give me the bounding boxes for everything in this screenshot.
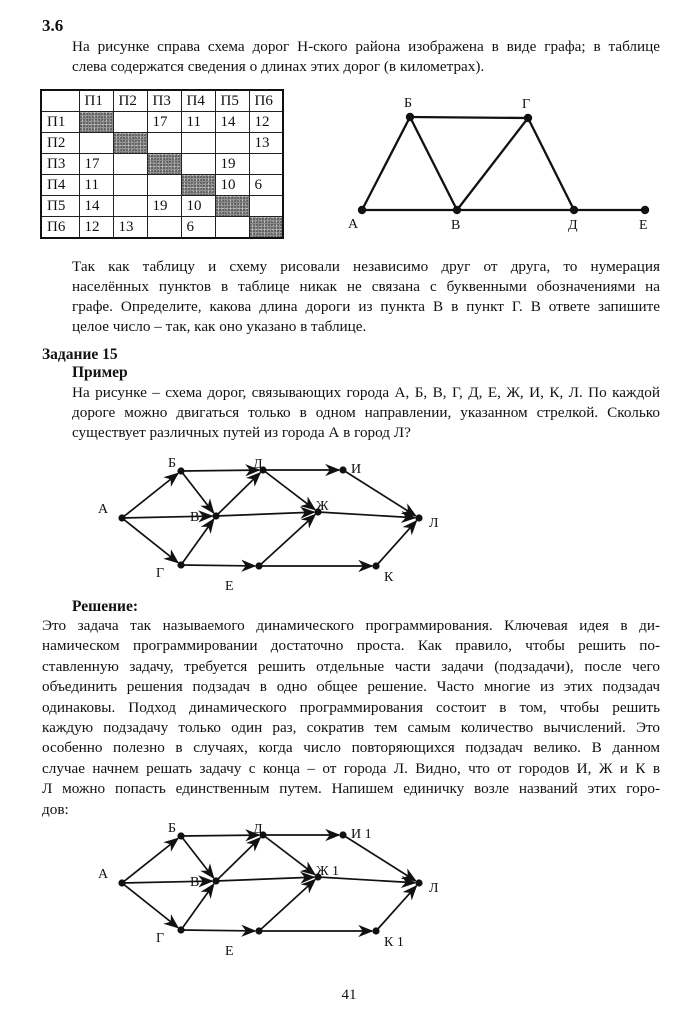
table-header-cell: П6 <box>249 90 283 112</box>
graph-node <box>524 114 532 122</box>
directed-road-edge <box>259 880 315 931</box>
directed-road-edge <box>216 473 260 516</box>
text-line: На рисунке справа схема дорог Н-ского района изображена в виде графа; в таблице <box>72 38 660 55</box>
directed-road-edge <box>181 470 259 471</box>
road-edge <box>410 117 528 118</box>
example-label: Пример <box>72 364 128 381</box>
text-line: Л можно попасть единственным путем. Напишем единичку возле названий этих горо- <box>42 780 660 798</box>
page-number: 41 <box>341 987 357 1003</box>
graph-node <box>339 466 346 473</box>
directed-road-edge <box>122 838 178 883</box>
node-label: Б <box>168 821 177 836</box>
directed-road-edge <box>122 473 178 518</box>
text-line: Так как таблицу и схему рисовали независимо друг от друга, то нумерация <box>72 258 660 275</box>
text-line: дороге можно двигаться только в одном направлении, указанном стрелкой. Сколько <box>72 404 660 421</box>
node-label: Ж 1 <box>316 864 340 879</box>
node-label: Г <box>156 931 165 946</box>
graph-node <box>372 927 379 934</box>
table-cell: 17 <box>147 112 181 133</box>
graph-node <box>177 926 184 933</box>
node-label: Ж <box>316 499 329 514</box>
graph-node <box>212 512 219 519</box>
table-cell: 12 <box>249 112 283 133</box>
graph-node <box>177 561 184 568</box>
text-line: существует различных путей из города А в город Л? <box>72 424 411 441</box>
directed-road-edge <box>318 512 415 518</box>
node-label: Г <box>522 97 531 112</box>
node-label: Б <box>404 96 413 111</box>
text-line: слева содержатся сведения о длинах этих дорог (в километрах). <box>72 58 485 75</box>
table-cell: 13 <box>113 217 147 239</box>
graph-node <box>177 832 184 839</box>
road-graph-directed <box>98 456 439 594</box>
road-edge <box>410 117 457 210</box>
node-label: Б <box>168 456 177 471</box>
road-graph-directed-annotated <box>98 821 439 959</box>
graph-node <box>177 467 184 474</box>
node-label: Л <box>429 881 439 896</box>
table-header-cell: П5 <box>215 90 249 112</box>
road-edge <box>457 118 528 210</box>
table-row-header: П1 <box>41 112 79 133</box>
road-edge <box>362 117 410 210</box>
table-cell: 6 <box>249 175 283 196</box>
directed-road-edge <box>122 518 178 563</box>
table-row-header: П2 <box>41 133 79 154</box>
node-label: К <box>384 570 394 585</box>
graph-node <box>118 514 125 521</box>
directed-road-edge <box>181 884 214 930</box>
directed-road-edge <box>259 515 315 566</box>
node-label: А <box>98 502 109 517</box>
table-header-cell: П3 <box>147 90 181 112</box>
table-cell: 10 <box>181 196 215 217</box>
text-line: ставленную задачу, требуется решить отдельные части задачи (подзадачи), после чего <box>42 657 660 675</box>
directed-road-edge <box>181 930 255 931</box>
directed-road-edge <box>216 512 314 516</box>
graph-node <box>118 879 125 886</box>
node-label: Д <box>568 218 578 233</box>
directed-road-edge <box>216 877 314 881</box>
text-line: населённых пунктов в таблице никак не связана с буквенными обозначениями на <box>72 278 660 295</box>
graph-node <box>453 206 461 214</box>
table-cell: 10 <box>215 175 249 196</box>
graph-node <box>255 562 262 569</box>
text-line: На рисунке – схема дорог, связывающих города А, Б, В, Г, Д, Е, Ж, И, К, Л. По каждой <box>72 384 660 401</box>
table-cell: 19 <box>147 196 181 217</box>
table-header-cell: П1 <box>79 90 113 112</box>
graph-node <box>570 206 578 214</box>
text-line: намическом программировании достаточно проста. Как правило, чтобы решить по- <box>42 637 660 655</box>
graph-node <box>255 927 262 934</box>
node-label: В <box>451 218 461 233</box>
directed-road-edge <box>263 470 315 510</box>
node-label: К 1 <box>384 935 404 950</box>
text-line: дов: <box>42 800 69 818</box>
node-label: В <box>190 510 200 525</box>
table-header-cell: П2 <box>113 90 147 112</box>
graph-node <box>415 514 422 521</box>
node-label: Л <box>429 516 439 531</box>
node-label: Е <box>639 218 648 233</box>
graph-node <box>406 113 414 121</box>
table-cell: 17 <box>79 154 113 175</box>
table-cell: 11 <box>79 175 113 196</box>
table-row-header: П5 <box>41 196 79 217</box>
node-label: А <box>98 867 109 882</box>
graph-node <box>372 562 379 569</box>
node-label: В <box>190 875 200 890</box>
table-cell: 6 <box>181 217 215 239</box>
graph-node <box>212 877 219 884</box>
solution-text <box>42 616 660 820</box>
road-graph-undirected <box>348 96 649 233</box>
node-label: Д <box>253 457 263 472</box>
table-cell: 14 <box>79 196 113 217</box>
node-label: И 1 <box>351 827 372 842</box>
graph-node <box>641 206 649 214</box>
table-header-cell: П4 <box>181 90 215 112</box>
road-edge <box>528 118 574 210</box>
task-question <box>72 257 660 337</box>
node-label: Г <box>156 566 165 581</box>
text-line: особенно полезно в случаях, когда число повторяющихся подзадач велико. В данном <box>42 739 660 757</box>
text-line: целое число – так, как оно указано в таблице. <box>72 318 367 335</box>
directed-road-edge <box>376 886 416 931</box>
section-title: Задание 15 <box>42 346 118 363</box>
node-label: Д <box>253 822 263 837</box>
table-cell: 11 <box>181 112 215 133</box>
directed-road-edge <box>122 883 178 928</box>
directed-road-edge <box>181 836 214 878</box>
node-label: Е <box>225 579 234 594</box>
node-label: Е <box>225 944 234 959</box>
directed-road-edge <box>181 565 255 566</box>
solution-label: Решение: <box>72 598 139 615</box>
graph-node <box>415 879 422 886</box>
text-line: Это задача так называемого динамического программирования. Ключевая идея в ди- <box>42 617 660 634</box>
text-line: объединить решения подзадач в одно общее решение. Часто многие из этих подзадач <box>42 678 660 696</box>
table-row-header: П6 <box>41 217 79 239</box>
text-line: случае начнем решать задачу с конца – от города Л. Видно, что от городов И, Ж и К в <box>42 759 660 777</box>
node-label: И <box>351 462 362 477</box>
text-line: графе. Определите, какова длина дороги из пункта В в пункт Г. В ответе запишите <box>72 298 660 315</box>
directed-road-edge <box>216 838 260 881</box>
directed-road-edge <box>376 521 416 566</box>
directed-road-edge <box>181 519 214 565</box>
table-cell: 14 <box>215 112 249 133</box>
table-cell: 13 <box>249 133 283 154</box>
directed-road-edge <box>181 835 259 836</box>
text-line: одинаковы. Подход динамического программирования состоит в том, чтобы решить <box>42 698 660 716</box>
table-cell: 19 <box>215 154 249 175</box>
task-number: 3.6 <box>42 16 64 35</box>
table-row-header: П3 <box>41 154 79 175</box>
table-row-header: П4 <box>41 175 79 196</box>
table-cell: 12 <box>79 217 113 239</box>
graph-node <box>339 831 346 838</box>
text-line: каждую подзадачу только один раз, сократив тем самым количество вычислений. Это <box>42 719 660 737</box>
graph-node <box>358 206 366 214</box>
directed-road-edge <box>263 835 315 875</box>
node-label: А <box>348 217 359 232</box>
directed-road-edge <box>181 471 214 513</box>
example-text <box>72 383 660 443</box>
